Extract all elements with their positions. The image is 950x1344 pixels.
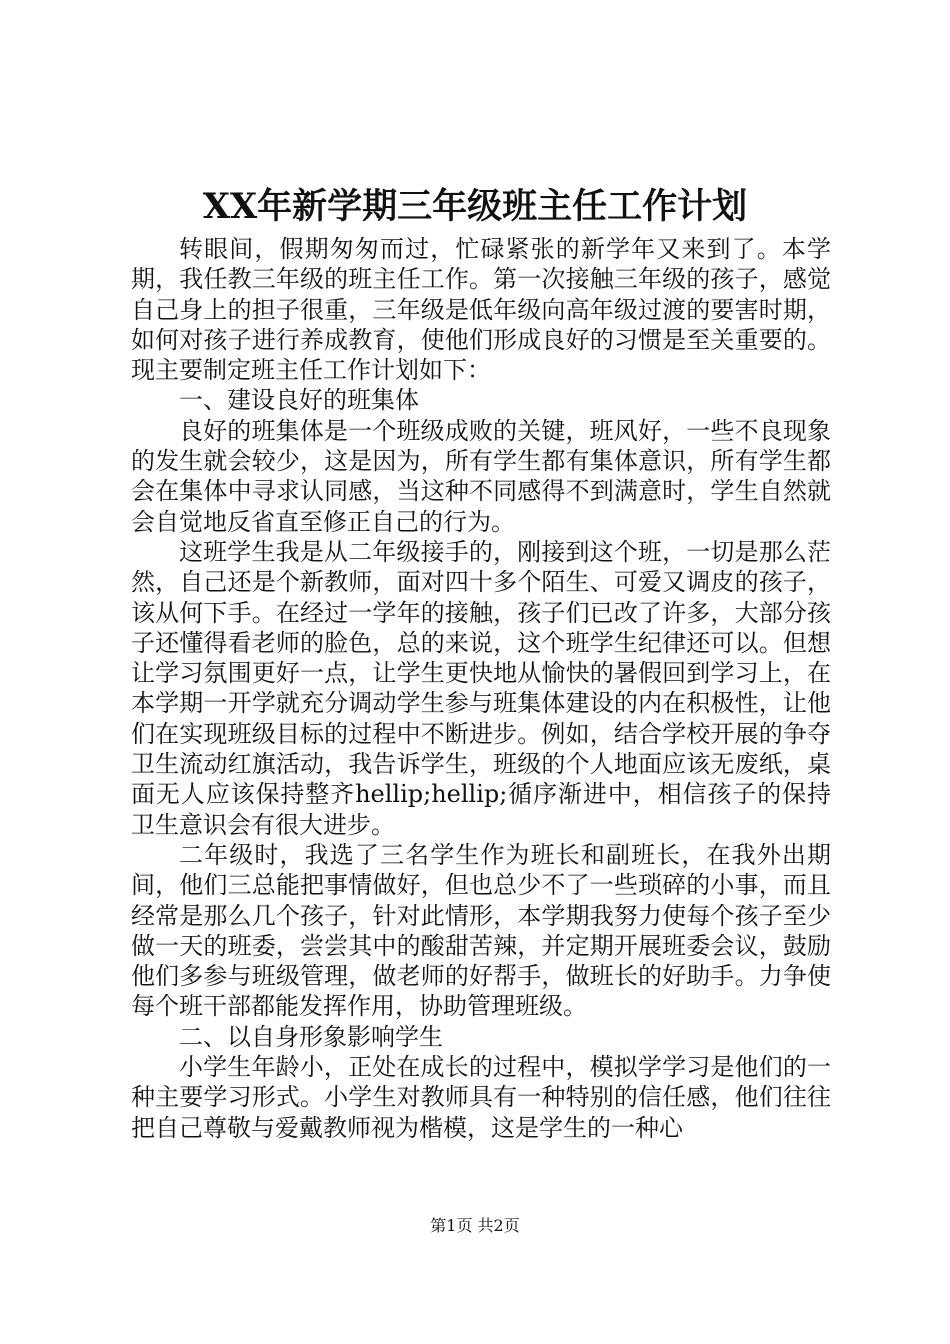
intro-paragraph: 转眼间，假期匆匆而过，忙碌紧张的新学年又来到了。本学期，我任教三年级的班主任工作。第一次接触三年级的孩子，感觉自己身上的担子很重，三年级是低年级向高年级过渡的要害时期，如何对孩子进行养成教育，使他们形成良好的习惯是至关重要的。现主要制定班主任工作计划如下： [131,235,831,385]
section-2-paragraph-1: 小学生年龄小，正处在成长的过程中，模拟学学习是他们的一种主要学习形式。小学生对教师具有一种特别的信任感，他们往往把自己尊敬与爱戴教师视为楷模，这是学生的一种心 [131,1053,831,1142]
document-body [131,234,831,1143]
section-1-paragraph-3: 二年级时，我选了三名学生作为班长和副班长，在我外出期间，他们三总能把事情做好，但也总少不了一些琐碎的小事，而且经常是那么几个孩子，针对此情形，本学期我努力使每个孩子至少做一天的班委，尝尝其中的酸甜苦辣，并定期开展班委会议，鼓励他们多参与班级管理，做老师的好帮手，做班长的好助手。力争使每个班干部都能发挥作用，协助管理班级。 [131,840,831,1021]
section-heading-2: 二、以自身形象影响学生 [179,1022,443,1051]
section-1-paragraph-2: 这班学生我是从二年级接手的，刚接到这个班，一切是那么茫然，自己还是个新教师，面对四十多个陌生、可爱又调皮的孩子，该从何下手。在经过一学年的接触，孩子们已改了许多，大部分孩子还懂得看老师的脸色，总的来说，这个班学生纪律还可以。但想让学习氛围更好一点，让学生更快地从愉快的暑假回到学习上，在本学期一开学就充分调动学生参与班集体建设的内在积极性，让他们在实现班级目标的过程中不断进步。例如，结合学校开展的争夺卫生流动红旗活动，我告诉学生，班级的个人地面应该无废纸，桌面无人应该保持整齐hellip;hellip;循序渐进中，相信孩子的保持卫生意识会有很大进步。 [131,537,831,839]
page-footer: 第1页 共2页 [430,1216,520,1235]
section-heading-1: 一、建设良好的班集体 [179,386,419,415]
document-title: XX年新学期三年级班主任工作计划 [202,186,748,227]
section-1-paragraph-1: 良好的班集体是一个班级成败的关键，班风好，一些不良现象的发生就会较少，这是因为，所有学生都有集体意识，所有学生都会在集体中寻求认同感，当这种不同感得不到满意时，学生自然就会自觉地反省直至修正自己的行为。 [131,416,831,536]
